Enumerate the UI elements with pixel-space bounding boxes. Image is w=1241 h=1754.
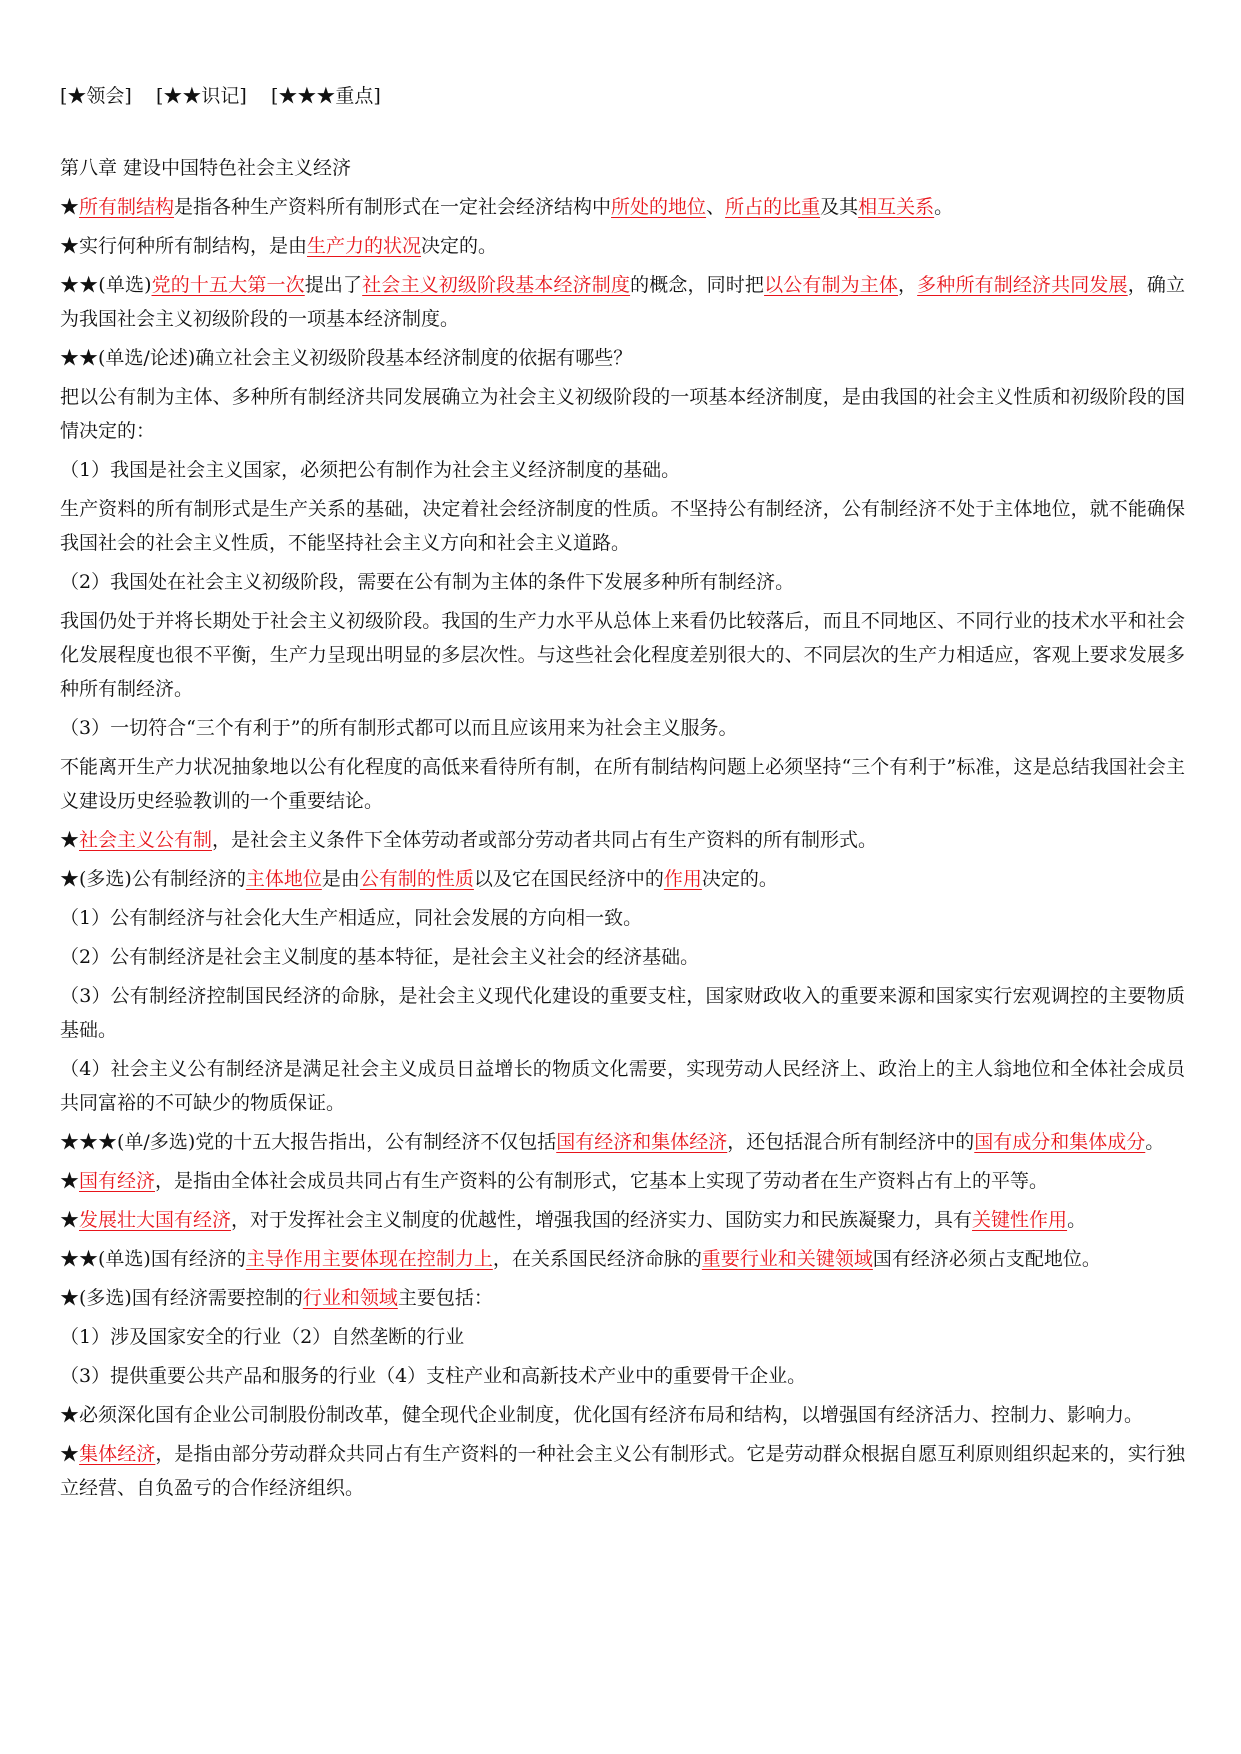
highlighted-term: 公有制的性质: [359, 868, 474, 890]
text-run: （3）提供重要公共产品和服务的行业（4）支柱产业和高新技术产业中的重要骨干企业。: [60, 1365, 807, 1387]
highlighted-term: 社会主义初级阶段基本经济制度: [362, 274, 631, 296]
text-run: ★★★(单/多选)党的十五大报告指出，公有制经济不仅包括: [60, 1131, 557, 1153]
document-body: [60, 190, 1185, 1505]
text-run: 的概念，同时把: [630, 274, 765, 296]
paragraph: [60, 1281, 1185, 1315]
text-run: ★: [60, 196, 80, 218]
paragraph: [60, 229, 1185, 263]
text-run: 以及它在国民经济中的: [473, 868, 664, 890]
highlighted-term: 国有成分和集体成分: [974, 1131, 1146, 1153]
text-run: 及其: [820, 196, 859, 218]
text-run: 。: [1145, 1131, 1165, 1153]
text-run: ，是指由部分劳动群众共同占有生产资料的一种社会主义公有制形式。它是劳动群众根据自愿互利原则组织起来的，实行独立经营、自负盈亏的合作经济组织。: [60, 1443, 1185, 1499]
text-run: 是指各种生产资料所有制形式在一定社会经济结构中: [174, 196, 612, 218]
paragraph: [60, 1398, 1185, 1432]
highlighted-term: 国有经济和集体经济: [556, 1131, 728, 1153]
highlighted-term: 主体地位: [245, 868, 322, 890]
text-run: ★(多选)国有经济需要控制的: [60, 1287, 303, 1309]
text-run: 把以公有制为主体、多种所有制经济共同发展确立为社会主义初级阶段的一项基本经济制度，是由我国的社会主义性质和初级阶段的国情决定的：: [60, 386, 1185, 442]
text-run: 。: [1067, 1209, 1087, 1231]
text-run: ，对于发挥社会主义制度的优越性，增强我国的经济实力、国防实力和民族凝聚力，具有: [231, 1209, 973, 1231]
highlighted-term: 所处的地位: [611, 196, 707, 218]
text-run: （1）公有制经济与社会化大生产相适应，同社会发展的方向相一致。: [60, 907, 643, 929]
highlighted-term: 相互关系: [858, 196, 935, 218]
paragraph: [60, 453, 1185, 487]
text-run: ，在关系国民经济命脉的: [492, 1248, 702, 1270]
text-run: 不能离开生产力状况抽象地以公有化程度的高低来看待所有制，在所有制结构问题上必须坚持“三个有利于”标准，这是总结我国社会主义建设历史经验教训的一个重要结论。: [60, 756, 1185, 812]
text-run: 提出了: [304, 274, 363, 296]
paragraph: [60, 1437, 1185, 1505]
highlighted-term: 重要行业和关键领域: [701, 1248, 873, 1270]
text-run: ★: [60, 829, 80, 851]
text-run: 国有经济必须占支配地位。: [872, 1248, 1101, 1270]
highlighted-term: 生产力的状况: [307, 235, 422, 257]
paragraph: [60, 711, 1185, 745]
text-run: 主要包括：: [397, 1287, 493, 1309]
paragraph: [60, 1203, 1185, 1237]
paragraph: [60, 862, 1185, 896]
highlighted-term: 党的十五大第一次: [151, 274, 305, 296]
paragraph: [60, 979, 1185, 1047]
paragraph: [60, 1320, 1185, 1354]
paragraph: [60, 565, 1185, 599]
text-run: 生产资料的所有制形式是生产关系的基础，决定着社会经济制度的性质。不坚持公有制经济，公有制经济不处于主体地位，就不能确保我国社会的社会主义性质，不能坚持社会主义方向和社会主义道路。: [60, 498, 1185, 554]
paragraph: [60, 1052, 1185, 1120]
paragraph: [60, 1164, 1185, 1198]
paragraph: [60, 604, 1185, 706]
text-run: （2）公有制经济是社会主义制度的基本特征，是社会主义社会的经济基础。: [60, 946, 700, 968]
text-run: ★★(单选): [60, 274, 152, 296]
text-run: （1）涉及国家安全的行业（2）自然垄断的行业: [60, 1326, 465, 1348]
text-run: 我国仍处于并将长期处于社会主义初级阶段。我国的生产力水平从总体上来看仍比较落后，而且不同地区、不同行业的技术水平和社会化发展程度也很不平衡，生产力呈现出明显的多层次性。与这些社会化程度差别很大的、不同层次的生产力相适应，客观上要求发展多种所有制经济。: [60, 610, 1185, 700]
text-run: （4）社会主义公有制经济是满足社会主义成员日益增长的物质文化需要，实现劳动人民经济上、政治上的主人翁地位和全体社会成员共同富裕的不可缺少的物质保证。: [60, 1058, 1185, 1114]
highlighted-term: 国有经济: [79, 1170, 156, 1192]
text-run: 决定的。: [421, 235, 498, 257]
legend: [★领会] [★★识记] [★★★重点]: [60, 85, 381, 107]
text-run: ★★(单选)国有经济的: [60, 1248, 246, 1270]
highlighted-term: 以公有制为主体: [764, 274, 899, 296]
highlighted-term: 多种所有制经济共同发展: [917, 274, 1128, 296]
highlighted-term: 关键性作用: [972, 1209, 1068, 1231]
paragraph: [60, 1125, 1185, 1159]
paragraph: [60, 901, 1185, 935]
paragraph: [60, 492, 1185, 560]
text-run: ，还包括混合所有制经济中的: [727, 1131, 975, 1153]
text-run: ★: [60, 1443, 80, 1465]
paragraph: [60, 268, 1185, 336]
paragraph: [60, 750, 1185, 818]
text-run: 。: [934, 196, 954, 218]
text-run: ，确立为我国社会主义初级阶段的一项基本经济制度。: [60, 274, 1185, 330]
text-run: （3）一切符合“三个有利于”的所有制形式都可以而且应该用来为社会主义服务。: [60, 717, 738, 739]
chapter-title: 第八章 建设中国特色社会主义经济: [60, 157, 352, 179]
highlighted-term: 社会主义公有制: [79, 829, 213, 851]
paragraph: [60, 1242, 1185, 1276]
highlighted-term: 行业和领域: [302, 1287, 398, 1309]
highlighted-term: 所有制结构: [79, 196, 175, 218]
text-run: ★★(单选/论述)确立社会主义初级阶段基本经济制度的依据有哪些？: [60, 347, 633, 369]
text-run: ★: [60, 1170, 80, 1192]
text-run: ，是指由全体社会成员共同占有生产资料的公有制形式，它基本上实现了劳动者在生产资料占有上的平等。: [155, 1170, 1049, 1192]
paragraph: [60, 341, 1185, 375]
text-run: ★实行何种所有制结构，是由: [60, 235, 308, 257]
paragraph: [60, 823, 1185, 857]
text-run: （3）公有制经济控制国民经济的命脉，是社会主义现代化建设的重要支柱，国家财政收入的重要来源和国家实行宏观调控的主要物质基础。: [60, 985, 1185, 1041]
text-run: （1）我国是社会主义国家，必须把公有制作为社会主义经济制度的基础。: [60, 459, 681, 481]
paragraph: [60, 940, 1185, 974]
text-run: （2）我国处在社会主义初级阶段，需要在公有制为主体的条件下发展多种所有制经济。: [60, 571, 795, 593]
text-run: ★(多选)公有制经济的: [60, 868, 246, 890]
text-run: 是由: [321, 868, 360, 890]
text-run: ，: [898, 274, 918, 296]
text-run: ★必须深化国有企业公司制股份制改革，健全现代企业制度，优化国有经济布局和结构，以增强国有经济活力、控制力、影响力。: [60, 1404, 1144, 1426]
paragraph: [60, 1359, 1185, 1393]
highlighted-term: 集体经济: [79, 1443, 156, 1465]
text-run: ★: [60, 1209, 80, 1231]
paragraph: [60, 190, 1185, 224]
text-run: ，是社会主义条件下全体劳动者或部分劳动者共同占有生产资料的所有制形式。: [212, 829, 878, 851]
text-run: 、: [706, 196, 726, 218]
highlighted-term: 发展壮大国有经济: [79, 1209, 232, 1231]
text-run: 决定的。: [701, 868, 778, 890]
paragraph: [60, 380, 1185, 448]
highlighted-term: 所占的比重: [725, 196, 821, 218]
document-page: [60, 80, 1185, 1510]
highlighted-term: 作用: [663, 868, 702, 890]
highlighted-term: 主导作用主要体现在控制力上: [245, 1248, 493, 1270]
